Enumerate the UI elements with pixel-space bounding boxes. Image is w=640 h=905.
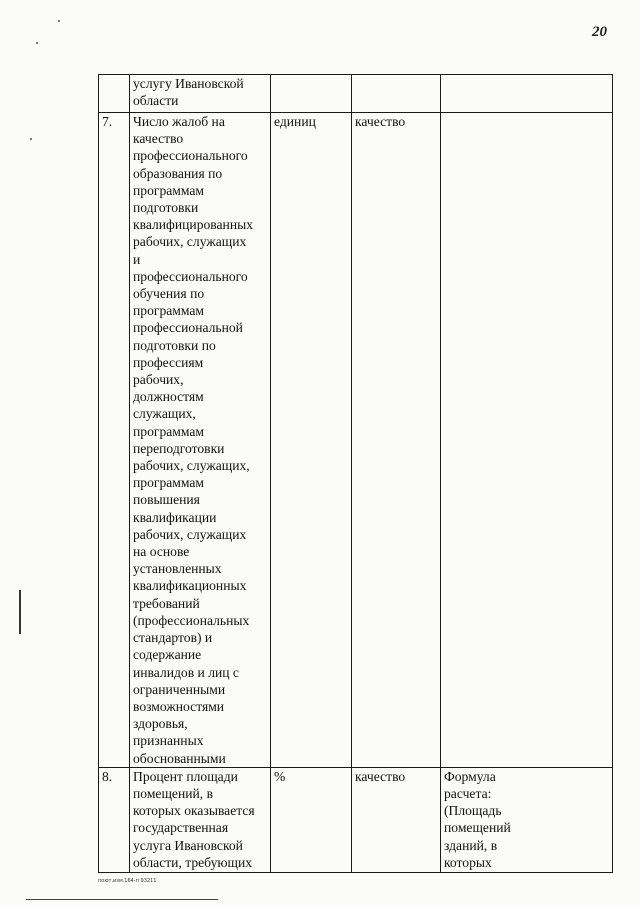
note-cell: Формула расчета: (Площадь помещений зданий, в которых	[441, 767, 613, 872]
row-number-cell: 8.	[99, 767, 130, 872]
page-number: 20	[592, 24, 607, 40]
note-cell	[441, 75, 613, 113]
table-row	[99, 767, 613, 872]
scan-speck	[36, 42, 38, 44]
footer-stamp: поют.изм.164-п 93211	[98, 878, 157, 884]
table-row	[99, 113, 613, 768]
indicator-name-cell: Число жалоб на качество профессионального образования по программам подготовки квалифицированных рабочих, служащих и профессионального обучения по программам профессиональной подготовки по профессиям рабочих, должностям служащих, программам переподготовки рабочих, служащих, программам повышения квалификации рабочих, служащих на основе установленных квалификационных требований (профессиональных стандартов) и содержание инвалидов и лиц с ограниченными возможностями здоровья, признанных обоснованными	[130, 113, 271, 768]
indicator-table	[98, 74, 613, 873]
indicator-name-cell: услугу Ивановской области	[130, 75, 271, 113]
scan-margin-mark	[19, 590, 21, 634]
indicator-name-cell: Процент площади помещений, в которых оказывается государственная услуга Ивановской области, требующих	[130, 767, 271, 872]
unit-cell: единиц	[271, 113, 352, 768]
footer-rule	[26, 899, 218, 900]
scan-speck	[58, 20, 60, 22]
row-number-cell: 7.	[99, 113, 130, 768]
scan-speck	[30, 138, 32, 140]
indicator-type-cell: качество	[352, 767, 441, 872]
unit-cell	[271, 75, 352, 113]
row-number-cell	[99, 75, 130, 113]
unit-cell: %	[271, 767, 352, 872]
indicator-type-cell: качество	[352, 113, 441, 768]
table-row	[99, 75, 613, 113]
note-cell	[441, 113, 613, 768]
indicator-type-cell	[352, 75, 441, 113]
